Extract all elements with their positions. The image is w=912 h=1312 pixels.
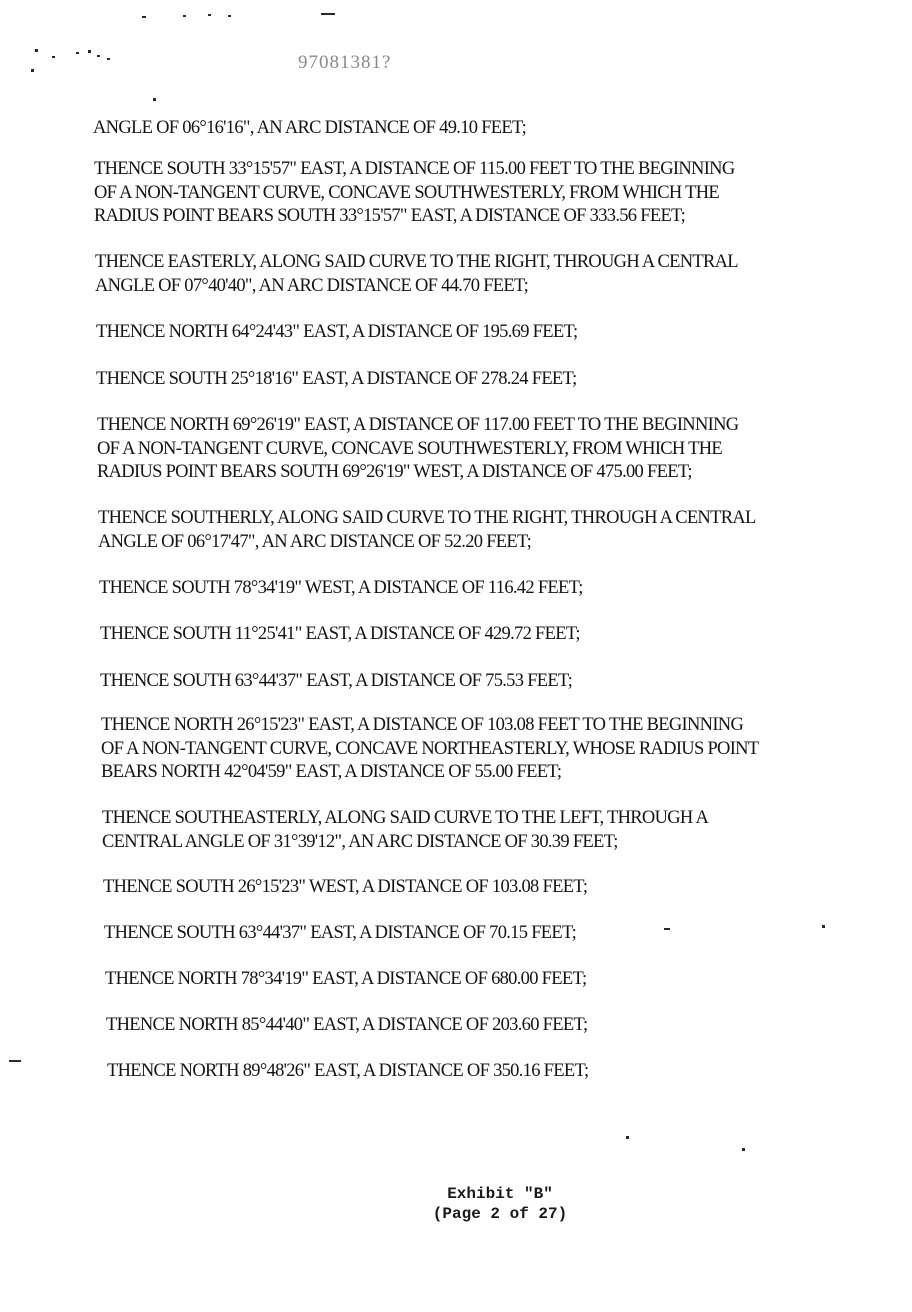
text-line: OF A NON-TANGENT CURVE, CONCAVE SOUTHWESTERLY, FROM WHICH THE — [97, 438, 723, 459]
scan-artifact — [228, 15, 231, 17]
text-line: ANGLE OF 06°17'47", AN ARC DISTANCE OF 52.20 FEET; — [98, 531, 532, 552]
course-paragraph — [93, 117, 526, 141]
course-paragraph — [94, 158, 734, 229]
course-paragraph — [105, 968, 587, 992]
scan-artifact — [321, 13, 335, 15]
scan-artifact — [88, 50, 91, 53]
text-line: THENCE SOUTH 33°15'57" EAST, A DISTANCE OF 115.00 FEET TO THE BEGINNING — [94, 159, 735, 179]
scan-artifact — [35, 49, 38, 52]
text-line: THENCE SOUTH 78°34'19" WEST, A DISTANCE OF 116.42 FEET; — [99, 578, 583, 598]
text-line: THENCE SOUTH 25°18'16" EAST, A DISTANCE OF 278.24 FEET; — [96, 369, 577, 389]
text-line: BEARS NORTH 42°04'59" EAST, A DISTANCE OF 55.00 FEET; — [101, 762, 562, 782]
scan-artifact — [822, 925, 825, 928]
text-line: THENCE SOUTHERLY, ALONG SAID CURVE TO THE RIGHT, THROUGH A CENTRAL — [98, 508, 756, 528]
exhibit-footer — [0, 1184, 912, 1224]
course-paragraph — [100, 670, 572, 694]
text-line: OF A NON-TANGENT CURVE, CONCAVE NORTHEASTERLY, WHOSE RADIUS POINT — [101, 738, 759, 759]
scan-artifact — [208, 14, 211, 16]
text-line: THENCE EASTERLY, ALONG SAID CURVE TO THE RIGHT, THROUGH A CENTRAL — [95, 252, 738, 272]
text-line: THENCE NORTH 89°48'26" EAST, A DISTANCE OF 350.16 FEET; — [107, 1061, 589, 1081]
text-line: THENCE SOUTH 26°15'23" WEST, A DISTANCE OF 103.08 FEET; — [103, 877, 588, 897]
text-line: RADIUS POINT BEARS SOUTH 33°15'57" EAST, A DISTANCE OF 333.56 FEET; — [94, 206, 686, 226]
scan-artifact — [153, 98, 156, 101]
text-line: THENCE SOUTH 63°44'37" EAST, A DISTANCE OF 70.15 FEET; — [104, 923, 577, 943]
scan-artifact — [742, 1148, 745, 1151]
scan-artifact — [76, 52, 79, 54]
text-line: THENCE NORTH 26°15'23" EAST, A DISTANCE OF 103.08 FEET TO THE BEGINNING — [101, 715, 744, 735]
course-paragraph — [102, 807, 708, 854]
course-paragraph — [96, 321, 578, 345]
scan-artifact — [31, 69, 34, 72]
exhibit-title: Exhibit "B" — [447, 1185, 553, 1203]
course-paragraph — [107, 1060, 589, 1084]
scan-artifact — [52, 56, 55, 58]
text-line: RADIUS POINT BEARS SOUTH 69°26'19" WEST, A DISTANCE OF 475.00 FEET; — [97, 462, 692, 482]
text-line: THENCE SOUTHEASTERLY, ALONG SAID CURVE TO THE LEFT, THROUGH A — [102, 808, 709, 828]
scan-artifact — [142, 16, 146, 18]
course-paragraph — [95, 251, 738, 298]
text-line: THENCE SOUTH 11°25'41" EAST, A DISTANCE OF 429.72 FEET; — [100, 624, 580, 644]
text-line: CENTRAL ANGLE OF 31°39'12", AN ARC DISTANCE OF 30.39 FEET; — [102, 831, 618, 852]
scan-artifact — [97, 55, 100, 57]
course-paragraph — [103, 876, 587, 900]
text-line: OF A NON-TANGENT CURVE, CONCAVE SOUTHWESTERLY, FROM WHICH THE — [94, 182, 720, 203]
scan-artifact — [626, 1136, 629, 1139]
text-line: THENCE NORTH 64°24'43" EAST, A DISTANCE OF 195.69 FEET; — [96, 322, 578, 342]
scan-artifact — [183, 15, 186, 17]
course-paragraph — [106, 1014, 588, 1038]
text-line: ANGLE OF 06°16'16", AN ARC DISTANCE OF 49.10 FEET; — [93, 118, 527, 138]
text-line: THENCE NORTH 78°34'19" EAST, A DISTANCE OF 680.00 FEET; — [105, 969, 587, 989]
course-paragraph — [104, 922, 576, 946]
text-line: THENCE NORTH 69°26'19" EAST, A DISTANCE OF 117.00 FEET TO THE BEGINNING — [97, 415, 739, 435]
course-paragraph — [100, 623, 580, 647]
course-paragraph — [98, 507, 756, 554]
scan-artifact — [9, 1060, 21, 1062]
page-number: (Page 2 of 27) — [432, 1205, 568, 1223]
text-line: THENCE SOUTH 63°44'37" EAST, A DISTANCE OF 75.53 FEET; — [100, 671, 573, 691]
text-line: ANGLE OF 07°40'40", AN ARC DISTANCE OF 44.70 FEET; — [95, 275, 529, 296]
text-line: THENCE NORTH 85°44'40" EAST, A DISTANCE OF 203.60 FEET; — [106, 1015, 588, 1035]
course-paragraph — [96, 368, 577, 392]
course-paragraph — [97, 414, 738, 485]
course-paragraph — [99, 577, 583, 601]
scan-artifact — [107, 58, 110, 60]
course-paragraph — [101, 714, 758, 785]
document-number: 97081381? — [298, 52, 392, 73]
scan-artifact — [664, 928, 670, 930]
